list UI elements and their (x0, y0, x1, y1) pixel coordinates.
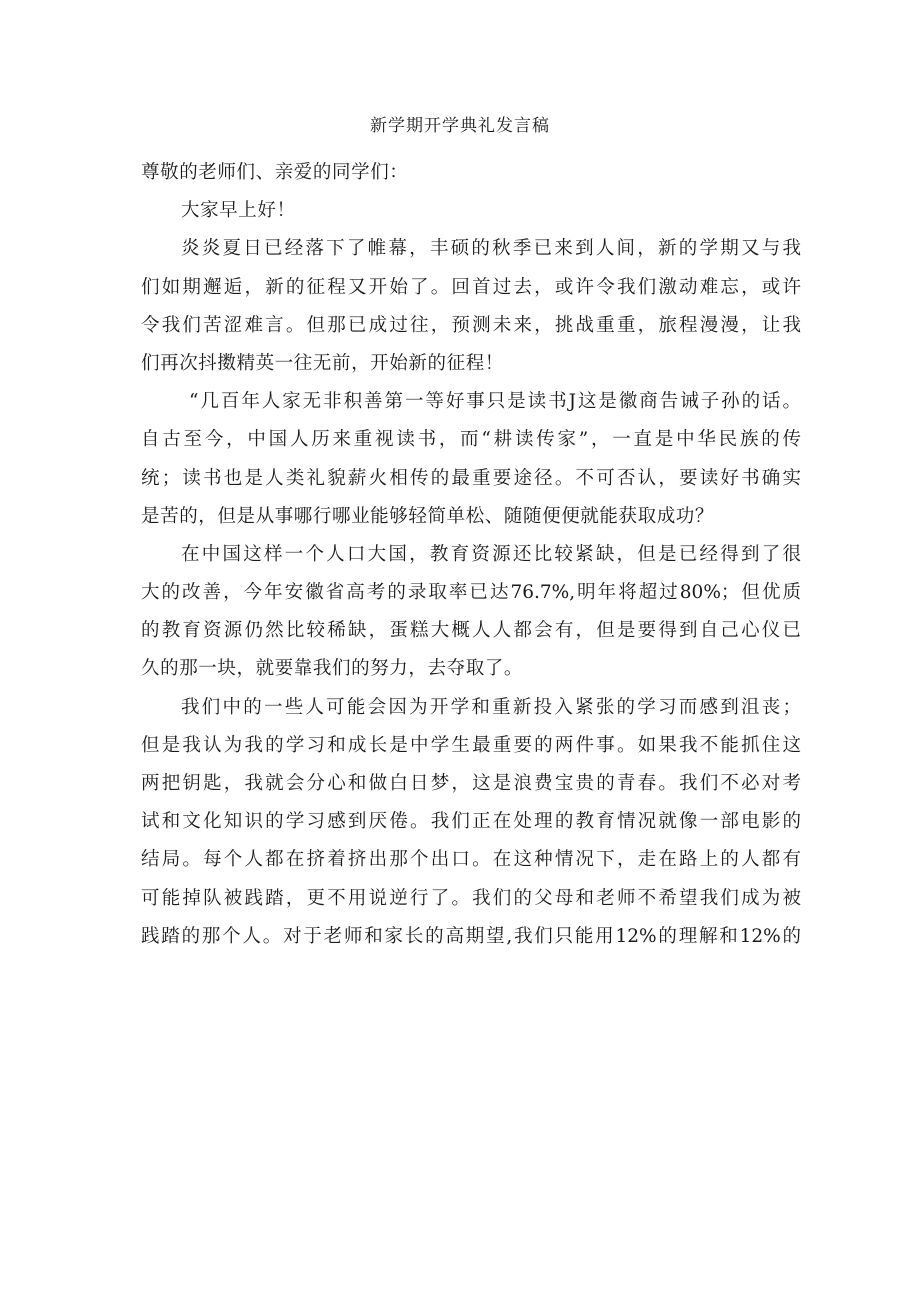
paragraph-line: 久的那一块，就要靠我们的努力，去夺取了。 (141, 658, 524, 680)
paragraph-line: 两把钥匙，我就会分心和做白日梦，这是浪费宝贵的青春。我们不必对考 (141, 773, 801, 794)
paragraph-line: 们如期邂逅，新的征程又开始了。回首过去，或许令我们激动难忘，或许 (141, 276, 801, 298)
paragraph-line: 大的改善，今年安徽省高考的录取率已达76.7%,明年将超过80%；但优质 (141, 582, 801, 604)
document-body (141, 154, 801, 956)
paragraph-line: 试和文化知识的学习感到厌倦。我们正在处理的教育情况就像一部电影的 (141, 811, 801, 833)
paragraph-line: 在中国这样一个人口大国，教育资源还比较紧缺，但是已经得到了很 (181, 543, 801, 565)
salutation-line: 尊敬的老师们、亲爱的同学们： (141, 162, 409, 183)
paragraph-line: 践踏的那个人。对于老师和家长的高期望,我们只能用12%的理解和12%的 (141, 925, 801, 947)
paragraph-line: 的教育资源仍然比较稀缺，蛋糕大概人人都会有，但是要得到自己心仪已 (141, 620, 801, 642)
paragraph-line: 可能掉队被践踏，更不用说逆行了。我们的父母和老师不希望我们成为被 (141, 887, 801, 909)
paragraph-line: 统；读书也是人类礼貌薪火相传的最重要途径。不可否认，要读好书确实 (141, 467, 801, 489)
paragraph-line: 们再次抖擞精英一往无前，开始新的征程！ (141, 352, 504, 374)
paragraph-line: 但是我认为我的学习和成长是中学生最重要的两件事。如果我不能抓住这 (141, 734, 801, 756)
paragraph-line: 令我们苦涩难言。但那已成过往，预测未来，挑战重重，旅程漫漫，让我 (141, 314, 801, 336)
paragraph-line: “几百年人家无非积善第一等好事只是读书J这是徽商告诫子孙的话。 (189, 391, 801, 413)
paragraph-line: 结局。每个人都在挤着挤出那个出口。在这种情况下，走在路上的人都有 (141, 849, 801, 871)
paragraph-line: 是苦的，但是从事哪行哪业能够轻简单松、随随便便就能获取成功？ (141, 505, 715, 527)
document-title: 新学期开学典礼发言稿 (370, 116, 550, 136)
paragraph-line: 自古至今，中国人历来重视读书，而“耕读传家”，一直是中华民族的传 (141, 429, 801, 451)
paragraph-line: 炎炎夏日已经落下了帷幕，丰硕的秋季已来到人间，新的学期又与我 (181, 238, 801, 260)
paragraph-line: 我们中的一些人可能会因为开学和重新投入紧张的学习而感到沮丧； (181, 696, 801, 718)
greeting-line: 大家早上好！ (181, 200, 296, 222)
